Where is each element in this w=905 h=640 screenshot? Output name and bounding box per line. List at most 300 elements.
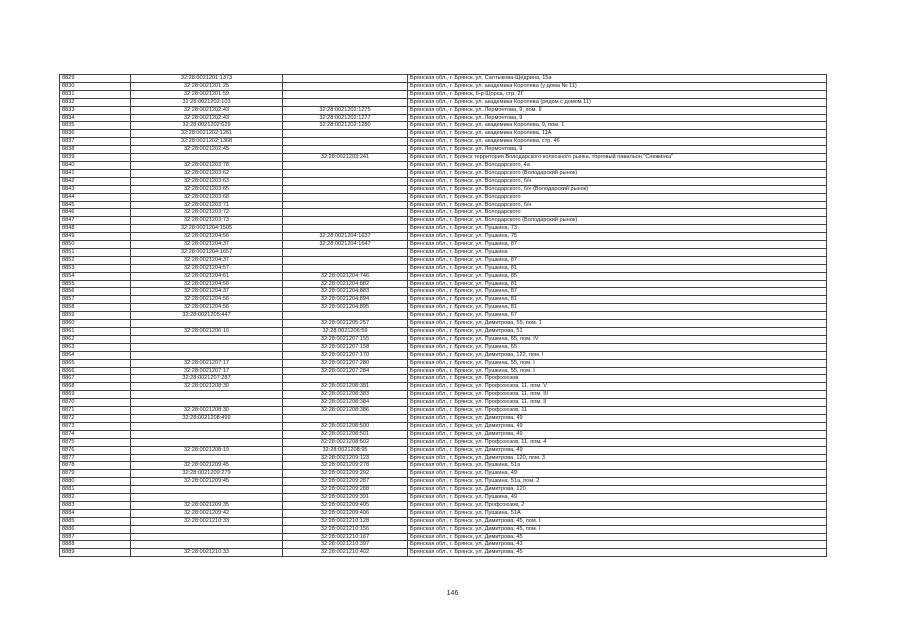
table-row <box>60 280 827 288</box>
row-number-cell: 8845 <box>60 201 131 209</box>
land-cadastral-cell: 32:28:0021202:45 <box>131 146 283 154</box>
address-cell: Брянская обл., г. Брянск, ул. Димитрова, 49 <box>408 414 827 422</box>
row-number-cell: 8837 <box>60 138 131 146</box>
address-cell: Брянская обл., г. Брянск, ул. Салтыкова-Щедрина, 15а <box>408 75 827 83</box>
land-cadastral-cell: 32:28:0021206:10 <box>131 328 283 336</box>
object-cadastral-cell: 32:28:0021203:241 <box>283 154 408 162</box>
land-cadastral-cell <box>131 438 283 446</box>
table-row <box>60 335 827 343</box>
land-cadastral-cell: 32:28:0021207:17 <box>131 367 283 375</box>
land-cadastral-cell: 32:28:0021201:25 <box>131 82 283 90</box>
object-cadastral-cell <box>283 161 408 169</box>
address-cell: Брянская обл., г. Брянск, ул. Димитрова, 45, пом. I <box>408 517 827 525</box>
row-number-cell: 8875 <box>60 438 131 446</box>
object-cadastral-cell: 32:28:0021209:287 <box>283 478 408 486</box>
table-row <box>60 296 827 304</box>
row-number-cell: 8865 <box>60 359 131 367</box>
address-cell: Брянская обл., г. Брянск, ул. Профсоюзов, 11, пом. V <box>408 383 827 391</box>
object-cadastral-cell: 32:28:0021208:383 <box>283 391 408 399</box>
land-cadastral-cell <box>131 486 283 494</box>
land-cadastral-cell: 32:28:0021208:19 <box>131 446 283 454</box>
object-cadastral-cell <box>283 169 408 177</box>
row-number-cell: 8848 <box>60 225 131 233</box>
table-row <box>60 359 827 367</box>
row-number-cell: 8850 <box>60 241 131 249</box>
registry-table-container <box>59 74 826 557</box>
address-cell: Брянская обл., г. Брянск, ул. Пушкина, 75 <box>408 233 827 241</box>
object-cadastral-cell: 32:28:0021204:746 <box>283 272 408 280</box>
address-cell: Брянская обл., г. Брянск, ул. Пушкина, 51а <box>408 462 827 470</box>
row-number-cell: 8862 <box>60 335 131 343</box>
address-cell: Брянская обл., г. Брянск, ул. академика Королева, стр. 46 <box>408 138 827 146</box>
land-cadastral-cell: 32:28:0021203:72 <box>131 209 283 217</box>
land-cadastral-cell <box>131 391 283 399</box>
object-cadastral-cell: 32:28:0021205:257 <box>283 320 408 328</box>
land-cadastral-cell: 32:28:0021202:1261 <box>131 130 283 138</box>
row-number-cell: 8867 <box>60 375 131 383</box>
row-number-cell: 8857 <box>60 296 131 304</box>
address-cell: Брянская обл., г. Брянск, ул. Профсоюзов, 11, пом. III <box>408 391 827 399</box>
object-cadastral-cell <box>283 146 408 154</box>
object-cadastral-cell <box>283 193 408 201</box>
land-cadastral-cell: 32:28:0021207:287 <box>131 375 283 383</box>
land-cadastral-cell: 32:28:0021204:61 <box>131 272 283 280</box>
row-number-cell: 8878 <box>60 462 131 470</box>
object-cadastral-cell <box>283 201 408 209</box>
land-cadastral-cell <box>131 154 283 162</box>
object-cadastral-cell <box>283 138 408 146</box>
table-row <box>60 177 827 185</box>
table-row <box>60 161 827 169</box>
address-cell: Брянская обл., г. Брянск, ул. Володарского <box>408 193 827 201</box>
address-cell: Брянская обл., г. Брянск, ул. академика Королева, 9, пом. 1 <box>408 122 827 130</box>
address-cell: Брянская обл., г. Брянск, ул. Пушкина, 81 <box>408 304 827 312</box>
table-row <box>60 320 827 328</box>
land-cadastral-cell <box>131 533 283 541</box>
table-row <box>60 288 827 296</box>
object-cadastral-cell <box>283 98 408 106</box>
object-cadastral-cell: 32:28:0021209:278 <box>283 462 408 470</box>
table-row <box>60 525 827 533</box>
land-cadastral-cell <box>131 422 283 430</box>
address-cell: Брянская обл., г. Брянск, ул. Пушкина, 51а, пом. 2 <box>408 478 827 486</box>
address-cell: Брянская обл., г. Брянск, ул. академика Королева, 11А <box>408 130 827 138</box>
address-cell: Брянская обл., г. Брянск, ул. Лермонтова, 9, пом. II <box>408 106 827 114</box>
land-cadastral-cell: 32:28:0021203:68 <box>131 193 283 201</box>
land-cadastral-cell: 32:28:0021208:499 <box>131 414 283 422</box>
object-cadastral-cell <box>283 82 408 90</box>
object-cadastral-cell: 32:28:0021210:167 <box>283 533 408 541</box>
row-number-cell: 8874 <box>60 430 131 438</box>
object-cadastral-cell: 32:28:0021202:1277 <box>283 114 408 122</box>
land-cadastral-cell <box>131 335 283 343</box>
table-row <box>60 209 827 217</box>
object-cadastral-cell: 32:28:0021204:882 <box>283 280 408 288</box>
address-cell: Брянская обл., г. Брянск, ул. Пушкина, 49 <box>408 494 827 502</box>
address-cell: Брянская обл., г. Брянск, ул. Володарского, б/н <box>408 201 827 209</box>
object-cadastral-cell: 32:28:0021209:391 <box>283 494 408 502</box>
table-row <box>60 351 827 359</box>
address-cell: Брянская обл., г. Брянск, ул. Димитрова, 43 <box>408 541 827 549</box>
table-row <box>60 549 827 557</box>
table-row <box>60 304 827 312</box>
object-cadastral-cell: 32:28:0021204:895 <box>283 304 408 312</box>
land-cadastral-cell: 32:28:0021207:17 <box>131 359 283 367</box>
land-cadastral-cell: 32:28:0021209:45 <box>131 478 283 486</box>
land-cadastral-cell: 32:28:0021210:33 <box>131 517 283 525</box>
object-cadastral-cell <box>283 130 408 138</box>
table-row <box>60 312 827 320</box>
address-cell: Брянская обл., г. Брянск, ул. Профсоюзов, 11, пом. II <box>408 399 827 407</box>
table-row <box>60 154 827 162</box>
row-number-cell: 8888 <box>60 541 131 549</box>
object-cadastral-cell: 32:28:0021208:500 <box>283 422 408 430</box>
address-cell: Брянская обл., г. Брянск, ул. Профсоюзов, 11, пом. 4 <box>408 438 827 446</box>
row-number-cell: 8829 <box>60 75 131 83</box>
address-cell: Брянская обл., г. Брянск, ул. Пушкина, 51А <box>408 509 827 517</box>
table-row <box>60 248 827 256</box>
object-cadastral-cell: 32:28:0021209:288 <box>283 486 408 494</box>
row-number-cell: 8863 <box>60 343 131 351</box>
object-cadastral-cell: 32:28:0021204:1647 <box>283 241 408 249</box>
land-cadastral-cell: 32:28:0021205:447 <box>131 312 283 320</box>
address-cell: Брянская обл., г. Брянск, ул. Володарского <box>408 209 827 217</box>
object-cadastral-cell: 32:28:0021209:405 <box>283 501 408 509</box>
address-cell: Брянская обл., г. Брянск, ул. Пушкина, 87 <box>408 256 827 264</box>
land-cadastral-cell: 32:28:0021204:37 <box>131 241 283 249</box>
row-number-cell: 8847 <box>60 217 131 225</box>
object-cadastral-cell: 32:28:0021202:1275 <box>283 106 408 114</box>
land-cadastral-cell <box>131 525 283 533</box>
row-number-cell: 8889 <box>60 549 131 557</box>
address-cell: Брянская обл., г. Брянск, ул. Пушкина, 87 <box>408 241 827 249</box>
address-cell: Брянская обл., г. Брянск, ул. Димитрова, 51 <box>408 328 827 336</box>
row-number-cell: 8872 <box>60 414 131 422</box>
address-cell: Брянская обл., г. Брянск территория Володарского колхозного рынка, торговый павильон "Снежинка" <box>408 154 827 162</box>
table-row <box>60 470 827 478</box>
object-cadastral-cell <box>283 264 408 272</box>
row-number-cell: 8864 <box>60 351 131 359</box>
table-row <box>60 367 827 375</box>
object-cadastral-cell <box>283 225 408 233</box>
object-cadastral-cell <box>283 177 408 185</box>
row-number-cell: 8854 <box>60 272 131 280</box>
table-row <box>60 375 827 383</box>
address-cell: Брянская обл., г. Брянск, ул. Профсоюзов, 2 <box>408 501 827 509</box>
row-number-cell: 8852 <box>60 256 131 264</box>
row-number-cell: 8880 <box>60 478 131 486</box>
address-cell: Брянская обл., г. Брянск, ул. Володарского (Володарский рынок) <box>408 169 827 177</box>
land-cadastral-cell <box>131 343 283 351</box>
row-number-cell: 8871 <box>60 407 131 415</box>
address-cell: Брянская обл., г. Брянск, ул. Димитрова, 45 <box>408 533 827 541</box>
address-cell: Брянская обл., г. Брянск, ул. Володарского, б/н <box>408 177 827 185</box>
object-cadastral-cell: 32:28:0021210:397 <box>283 541 408 549</box>
registry-table-body <box>60 75 827 557</box>
table-row <box>60 414 827 422</box>
row-number-cell: 8853 <box>60 264 131 272</box>
object-cadastral-cell: 32:28:0021208:95 <box>283 446 408 454</box>
address-cell: Брянская обл., г. Брянск, ул. Димитрова, 55, пом. 1 <box>408 320 827 328</box>
table-row <box>60 169 827 177</box>
row-number-cell: 8831 <box>60 90 131 98</box>
land-cadastral-cell: 32:28:0021203:65 <box>131 185 283 193</box>
address-cell: Брянская обл., г. Брянск, ул. Пушкина, 65, пом. IV <box>408 335 827 343</box>
table-row <box>60 185 827 193</box>
address-cell: Брянская обл., г. Брянск, ул. Димитрова, 120, пом. 3 <box>408 454 827 462</box>
row-number-cell: 8861 <box>60 328 131 336</box>
row-number-cell: 8841 <box>60 169 131 177</box>
address-cell: Брянская обл., г. Брянск, ул. Пушкина, 73 <box>408 225 827 233</box>
object-cadastral-cell <box>283 375 408 383</box>
land-cadastral-cell: 32:28:0021209:42 <box>131 509 283 517</box>
land-cadastral-cell: 32:28:0021204:37 <box>131 288 283 296</box>
row-number-cell: 8838 <box>60 146 131 154</box>
table-row <box>60 533 827 541</box>
table-row <box>60 98 827 106</box>
address-cell: Брянская обл., г. Брянск, ул. Димитрова, 120 <box>408 486 827 494</box>
address-cell: Брянская обл., г. Брянск, ул. Пушкина, 87 <box>408 288 827 296</box>
address-cell: Брянская обл., г. Брянск, ул. Пушкина, 81 <box>408 296 827 304</box>
object-cadastral-cell <box>283 414 408 422</box>
row-number-cell: 8842 <box>60 177 131 185</box>
row-number-cell: 8886 <box>60 525 131 533</box>
land-cadastral-cell <box>131 399 283 407</box>
object-cadastral-cell: 32:28:0021209:292 <box>283 470 408 478</box>
object-cadastral-cell: 32:28:0021207:284 <box>283 367 408 375</box>
address-cell: Брянская обл., г. Брянск, ул. Профсоюзов, 11 <box>408 407 827 415</box>
row-number-cell: 8876 <box>60 446 131 454</box>
row-number-cell: 8877 <box>60 454 131 462</box>
table-row <box>60 138 827 146</box>
address-cell: Брянская обл., г. Брянск, ул. Лермонтова, 9 <box>408 114 827 122</box>
land-cadastral-cell: 32:28:0021203:73 <box>131 217 283 225</box>
object-cadastral-cell <box>283 256 408 264</box>
object-cadastral-cell: 32:28:0021202:1280 <box>283 122 408 130</box>
address-cell: Брянская обл., г. Брянск, ул. Пушкина, 85 <box>408 272 827 280</box>
object-cadastral-cell: 32:28:0021204:883 <box>283 288 408 296</box>
table-row <box>60 225 827 233</box>
address-cell: Брянская обл., г. Брянск, ул. Пушкина, 81 <box>408 280 827 288</box>
address-cell: Брянская обл., г. Брянск, ул. Пушкина, 49 <box>408 470 827 478</box>
table-row <box>60 478 827 486</box>
object-cadastral-cell <box>283 90 408 98</box>
row-number-cell: 8833 <box>60 106 131 114</box>
table-row <box>60 462 827 470</box>
table-row <box>60 122 827 130</box>
object-cadastral-cell: 32:28:0021210:402 <box>283 549 408 557</box>
table-row <box>60 328 827 336</box>
row-number-cell: 8830 <box>60 82 131 90</box>
table-row <box>60 241 827 249</box>
row-number-cell: 8859 <box>60 312 131 320</box>
row-number-cell: 8844 <box>60 193 131 201</box>
land-cadastral-cell <box>131 351 283 359</box>
row-number-cell: 8870 <box>60 399 131 407</box>
address-cell: Брянская обл., г. Брянск, ул. Профсоюзов <box>408 375 827 383</box>
address-cell: Брянская обл., г. Брянск, ул. Пушкина <box>408 248 827 256</box>
land-cadastral-cell: 32:28:0021204:56 <box>131 233 283 241</box>
table-row <box>60 399 827 407</box>
land-cadastral-cell: 32:28:0021202:43 <box>131 114 283 122</box>
table-row <box>60 233 827 241</box>
land-cadastral-cell: 32:28:0021203:71 <box>131 201 283 209</box>
table-row <box>60 454 827 462</box>
table-row <box>60 541 827 549</box>
object-cadastral-cell: 32:28:0021210:156 <box>283 525 408 533</box>
object-cadastral-cell <box>283 217 408 225</box>
land-cadastral-cell: 32:28:0021204:57 <box>131 264 283 272</box>
object-cadastral-cell: 32:28:0021209:123 <box>283 454 408 462</box>
object-cadastral-cell: 32:28:0021207:170 <box>283 351 408 359</box>
table-row <box>60 343 827 351</box>
object-cadastral-cell: 32:28:0021207:280 <box>283 359 408 367</box>
table-row <box>60 494 827 502</box>
object-cadastral-cell <box>283 75 408 83</box>
address-cell: Брянская обл., г. Брянск, ул. Володарского (Володарский рынок) <box>408 217 827 225</box>
row-number-cell: 8846 <box>60 209 131 217</box>
land-cadastral-cell: 32:28:0021202:43 <box>131 106 283 114</box>
address-cell: Брянская обл., г. Брянск, ул. Пушкина, 55, пом. I <box>408 359 827 367</box>
table-row <box>60 501 827 509</box>
land-cadastral-cell: 32:28:0021201:1373 <box>131 75 283 83</box>
object-cadastral-cell: 32:28:0021207:158 <box>283 343 408 351</box>
table-row <box>60 446 827 454</box>
land-cadastral-cell <box>131 320 283 328</box>
table-row <box>60 201 827 209</box>
address-cell: Брянская обл., г. Брянск, ул. Пушкина, 65 <box>408 343 827 351</box>
row-number-cell: 8839 <box>60 154 131 162</box>
row-number-cell: 8856 <box>60 288 131 296</box>
land-cadastral-cell: 32:28:0021204:56 <box>131 296 283 304</box>
object-cadastral-cell: 32:28:0021204:894 <box>283 296 408 304</box>
row-number-cell: 8883 <box>60 501 131 509</box>
object-cadastral-cell <box>283 248 408 256</box>
land-cadastral-cell <box>131 430 283 438</box>
land-cadastral-cell: 32:28:0021204:37 <box>131 256 283 264</box>
table-row <box>60 75 827 83</box>
land-cadastral-cell: 32:28:0021210:33 <box>131 549 283 557</box>
address-cell: Брянская обл., г. Брянск, ул. академика Королева (у дома № 11) <box>408 82 827 90</box>
address-cell: Брянская обл., г. Брянск, ул. академика Королева (рядом с домом 11) <box>408 98 827 106</box>
table-row <box>60 383 827 391</box>
land-cadastral-cell: 32:28:0021204:1657 <box>131 248 283 256</box>
land-cadastral-cell: 32:28:0021203:78 <box>131 161 283 169</box>
object-cadastral-cell: 32:28:0021206:59 <box>283 328 408 336</box>
address-cell: Брянская обл., г. Брянск, ул. Володарского, б/н (Володарский рынок) <box>408 185 827 193</box>
row-number-cell: 8832 <box>60 98 131 106</box>
row-number-cell: 8879 <box>60 470 131 478</box>
table-row <box>60 517 827 525</box>
object-cadastral-cell: 32:28:0021208:501 <box>283 430 408 438</box>
table-row <box>60 114 827 122</box>
row-number-cell: 8851 <box>60 248 131 256</box>
land-cadastral-cell: 32:28:0021203:62 <box>131 169 283 177</box>
address-cell: Брянская обл., г. Брянск, ул. Димитрова, 49 <box>408 422 827 430</box>
row-number-cell: 8881 <box>60 486 131 494</box>
address-cell: Брянская обл., г. Брянск, б-р Щорса, стр. 2Г <box>408 90 827 98</box>
row-number-cell: 8855 <box>60 280 131 288</box>
row-number-cell: 8834 <box>60 114 131 122</box>
row-number-cell: 8868 <box>60 383 131 391</box>
table-row <box>60 509 827 517</box>
object-cadastral-cell: 32:28:0021208:381 <box>283 383 408 391</box>
table-row <box>60 264 827 272</box>
table-row <box>60 272 827 280</box>
land-cadastral-cell: 32:28:0021209:35 <box>131 501 283 509</box>
land-cadastral-cell: 32:28:0021204:56 <box>131 304 283 312</box>
land-cadastral-cell: 32:28:0021202:103 <box>131 98 283 106</box>
address-cell: Брянская обл., г. Брянск, ул. Володарского, 4а <box>408 161 827 169</box>
object-cadastral-cell: 32:28:0021209:406 <box>283 509 408 517</box>
object-cadastral-cell <box>283 185 408 193</box>
address-cell: Брянская обл., г. Брянск, ул. Димитрова, 49 <box>408 446 827 454</box>
row-number-cell: 8882 <box>60 494 131 502</box>
row-number-cell: 8869 <box>60 391 131 399</box>
object-cadastral-cell: 32:28:0021204:1637 <box>283 233 408 241</box>
object-cadastral-cell: 32:28:0021208:502 <box>283 438 408 446</box>
address-cell: Брянская обл., г. Брянск, ул. Пушкина, 55, пом. I <box>408 367 827 375</box>
address-cell: Брянская обл., г. Брянск, ул. Пушкина, 81 <box>408 264 827 272</box>
land-cadastral-cell: 32:28:0021203:63 <box>131 177 283 185</box>
table-row <box>60 438 827 446</box>
row-number-cell: 8835 <box>60 122 131 130</box>
table-row <box>60 193 827 201</box>
land-cadastral-cell <box>131 454 283 462</box>
row-number-cell: 8836 <box>60 130 131 138</box>
registry-table <box>59 74 827 557</box>
object-cadastral-cell <box>283 209 408 217</box>
land-cadastral-cell: 32:28:0021208:30 <box>131 407 283 415</box>
object-cadastral-cell: 32:28:0021207:155 <box>283 335 408 343</box>
table-row <box>60 217 827 225</box>
address-cell: Брянская обл., г. Брянск, ул. Лермонтова, 9 <box>408 146 827 154</box>
row-number-cell: 8843 <box>60 185 131 193</box>
row-number-cell: 8884 <box>60 509 131 517</box>
table-row <box>60 430 827 438</box>
row-number-cell: 8860 <box>60 320 131 328</box>
address-cell: Брянская обл., г. Брянск, ул. Димитрова, 49 <box>408 430 827 438</box>
table-row <box>60 106 827 114</box>
land-cadastral-cell: 32:28:0021204:1505 <box>131 225 283 233</box>
address-cell: Брянская обл., г. Брянск, ул. Пушкина, 67 <box>408 312 827 320</box>
table-row <box>60 422 827 430</box>
land-cadastral-cell: 32:28:0021201:59 <box>131 90 283 98</box>
row-number-cell: 8866 <box>60 367 131 375</box>
table-row <box>60 486 827 494</box>
object-cadastral-cell: 32:28:0021210:128 <box>283 517 408 525</box>
table-row <box>60 90 827 98</box>
row-number-cell: 8873 <box>60 422 131 430</box>
land-cadastral-cell: 32:28:0021202:629 <box>131 122 283 130</box>
table-row <box>60 391 827 399</box>
land-cadastral-cell: 32:28:0021209:279 <box>131 470 283 478</box>
row-number-cell: 8858 <box>60 304 131 312</box>
row-number-cell: 8849 <box>60 233 131 241</box>
address-cell: Брянская обл., г. Брянск, ул. Димитрова, 45 <box>408 549 827 557</box>
table-row <box>60 82 827 90</box>
land-cadastral-cell: 32:28:0021202:1368 <box>131 138 283 146</box>
address-cell: Брянская обл., г. Брянск, ул. Димитрова, 122, пом. I <box>408 351 827 359</box>
object-cadastral-cell: 32:28:0021208:384 <box>283 399 408 407</box>
table-row <box>60 130 827 138</box>
land-cadastral-cell: 32:28:0021209:45 <box>131 462 283 470</box>
land-cadastral-cell: 32:28:0021208:30 <box>131 383 283 391</box>
page-number: 146 <box>446 590 459 597</box>
row-number-cell: 8887 <box>60 533 131 541</box>
address-cell: Брянская обл., г. Брянск, ул. Димитрова, 45, пом. I <box>408 525 827 533</box>
table-row <box>60 146 827 154</box>
